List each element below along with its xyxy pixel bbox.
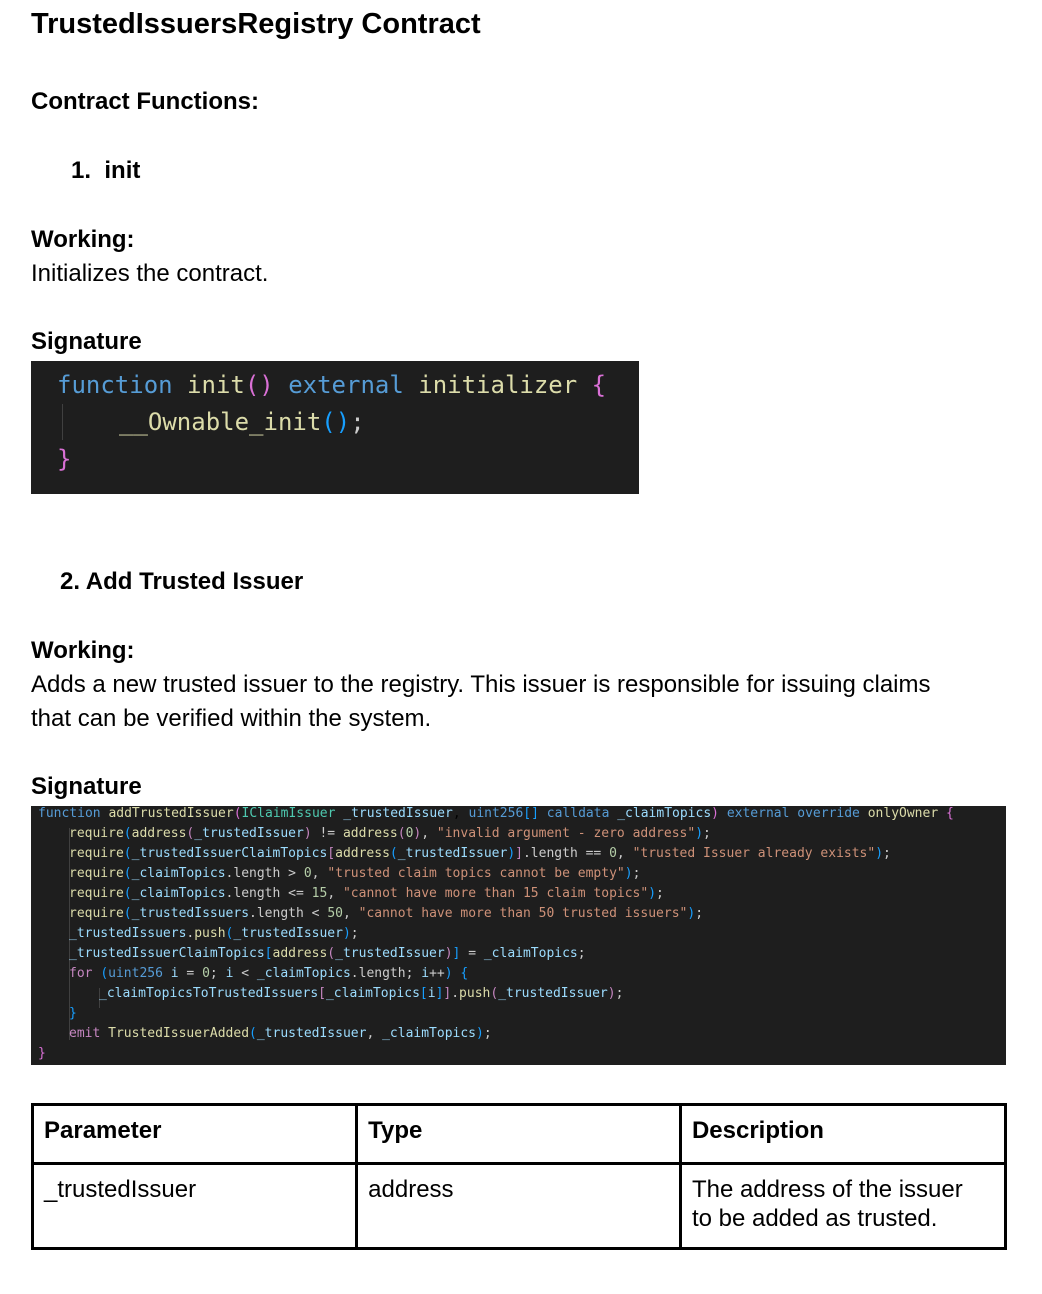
working-text-2 [31, 668, 930, 736]
parameters-table [31, 1103, 1007, 1250]
code-line: require(_claimTopics.length <= 15, "cannot have more than 15 claim topics"); [69, 886, 664, 901]
function-2-number: 2. [60, 568, 81, 595]
working-label-1: Working: [31, 226, 135, 253]
table-header-parameter: Parameter [33, 1105, 357, 1164]
code-line: require(_trustedIssuerClaimTopics[address(_trustedIssuer)].length == 0, "trusted Issuer already exists"); [69, 846, 891, 861]
code-line: require(_claimTopics.length > 0, "trusted claim topics cannot be empty"); [69, 866, 641, 881]
function-1-heading [71, 157, 140, 185]
code-line: __Ownable_init(); [119, 408, 365, 436]
code-line: } [69, 1006, 77, 1021]
description-line2: to be added as trusted. [691, 1205, 938, 1232]
working-text-2-line1: Adds a new trusted issuer to the registry. This issuer is responsible for issuing claims [31, 671, 931, 698]
code-line: require(address(_trustedIssuer) != address(0), "invalid argument - zero address"); [69, 826, 711, 841]
code-block-init [31, 361, 639, 494]
code-line: _claimTopicsToTrustedIssuers[_claimTopics[i]].push(_trustedIssuer); [99, 986, 624, 1001]
table-header-type: Type [357, 1105, 681, 1164]
contract-functions-heading: Contract Functions: [31, 88, 259, 115]
working-text-1: Initializes the contract. [31, 260, 269, 287]
code-line: } [57, 445, 72, 473]
signature-label-1: Signature [31, 328, 142, 355]
code-line: _trustedIssuerClaimTopics[address(_trustedIssuer)] = _claimTopics; [69, 946, 586, 961]
signature-label-2: Signature [31, 773, 142, 800]
function-2-heading [60, 568, 303, 596]
description-line1: The address of the issuer [691, 1176, 963, 1203]
working-text-2-line2: that can be verified within the system. [31, 705, 432, 732]
function-2-name: Add Trusted Issuer [85, 568, 304, 595]
table-cell-description [680, 1164, 1005, 1249]
code-line: function addTrustedIssuer(IClaimIssuer _trustedIssuer, uint256[] calldata _claimTopics) external override onlyOwner { [38, 806, 954, 821]
code-line: emit TrustedIssuerAdded(_trustedIssuer, _claimTopics); [69, 1026, 492, 1041]
code-line: _trustedIssuers.push(_trustedIssuer); [69, 926, 359, 941]
function-1-name: init [104, 157, 141, 184]
table-header-description: Description [680, 1105, 1005, 1164]
table-cell-parameter: _trustedIssuer [33, 1164, 357, 1249]
table-cell-type: address [357, 1164, 681, 1249]
function-1-number: 1. [71, 157, 92, 184]
working-label-2: Working: [31, 637, 135, 664]
table-row [33, 1164, 1006, 1249]
page-title: TrustedIssuersRegistry Contract [31, 8, 481, 40]
code-line: require(_trustedIssuers.length < 50, "cannot have more than 50 trusted issuers"); [69, 906, 704, 921]
code-line: function init() external initializer { [57, 371, 607, 399]
table-header-row [33, 1105, 1006, 1164]
code-line: for (uint256 i = 0; i < _claimTopics.length; i++) { [69, 966, 469, 981]
code-block-add-trusted-issuer [31, 806, 1006, 1065]
code-line: } [38, 1046, 46, 1061]
